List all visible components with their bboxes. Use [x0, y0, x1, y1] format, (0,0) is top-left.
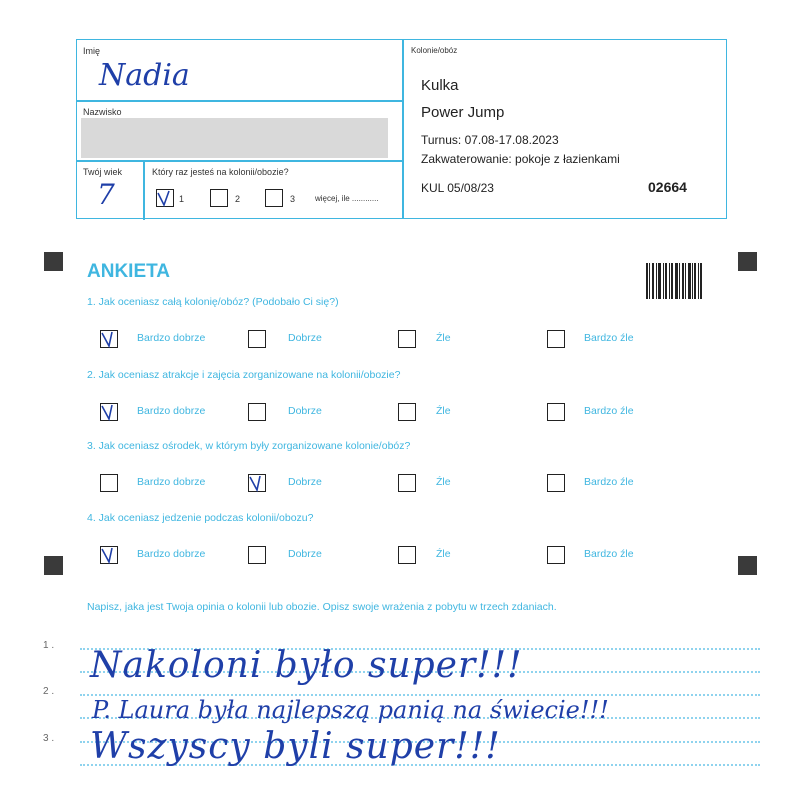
line-number-1: 1 . [43, 640, 55, 651]
survey-checkbox[interactable] [398, 546, 416, 564]
survey-option-label: Źle [436, 548, 451, 560]
form-number: 02664 [648, 179, 687, 195]
survey-checkbox[interactable] [398, 474, 416, 492]
ktory-raz-checkbox-2[interactable] [210, 189, 228, 207]
survey-option-label: Bardzo źle [584, 548, 634, 560]
survey-title: ANKIETA [87, 261, 171, 282]
survey-option-label: Bardzo źle [584, 332, 634, 344]
header-form [76, 39, 727, 219]
checkmark-icon [99, 401, 121, 423]
survey-question-text: 1. Jak oceniasz całą kolonię/obóz? (Podobało Ci się?) [87, 296, 339, 308]
alignment-marker-bottom-right [738, 556, 757, 575]
survey-option-label: Źle [436, 476, 451, 488]
survey-question-text: 2. Jak oceniasz atrakcje i zajęcia zorganizowane na kolonii/obozie? [87, 369, 401, 381]
survey-option-label: Bardzo dobrze [137, 548, 206, 560]
survey-checkbox[interactable] [248, 330, 266, 348]
opinion-line-1: Nakoloni było super!!! [90, 645, 523, 686]
form-code: KUL 05/08/23 [421, 181, 494, 195]
checkmark-icon [99, 328, 121, 350]
alignment-marker-top-right [738, 252, 757, 271]
survey-checkbox[interactable] [248, 403, 266, 421]
survey-question-text: 4. Jak oceniasz jedzenie podczas kolonii/obozu? [87, 512, 314, 524]
header-divider-1 [77, 100, 403, 102]
survey-option-label: Bardzo dobrze [137, 332, 206, 344]
zakwaterowanie: Zakwaterowanie: pokoje z łazienkami [421, 152, 620, 166]
ktory-raz-option-2: 2 [235, 194, 241, 204]
survey-checkbox[interactable] [547, 474, 565, 492]
survey-option-label: Bardzo dobrze [137, 405, 206, 417]
survey-checkbox[interactable] [398, 403, 416, 421]
survey-checkbox[interactable] [100, 403, 118, 421]
imie-label: Imię [83, 46, 101, 56]
nazwisko-label: Nazwisko [83, 107, 122, 117]
nazwisko-redacted [81, 118, 388, 158]
alignment-marker-top-left [44, 252, 63, 271]
survey-option-label: Źle [436, 332, 451, 344]
survey-checkbox[interactable] [547, 330, 565, 348]
checkmark-icon [99, 544, 121, 566]
line-number-3: 3 . [43, 733, 55, 744]
ktory-raz-more: więcej, ile ............ [315, 194, 379, 203]
opinion-prompt: Napisz, jaka jest Twoja opinia o kolonii lub obozie. Opisz swoje wrażenia z pobytu w trzech zdaniach. [87, 601, 557, 613]
kolonie-label: Kolonie/obóz [411, 46, 458, 55]
ktory-raz-option-3: 3 [290, 194, 296, 204]
barcode-icon [646, 263, 702, 299]
survey-checkbox[interactable] [547, 403, 565, 421]
ktory-raz-label: Który raz jesteś na kolonii/obozie? [152, 167, 289, 177]
ktory-raz-checkbox-1[interactable] [156, 189, 174, 207]
survey-option-label: Dobrze [288, 548, 322, 560]
checkmark-icon [155, 187, 177, 209]
survey-checkbox[interactable] [398, 330, 416, 348]
survey-option-label: Dobrze [288, 405, 322, 417]
survey-question-text: 3. Jak oceniasz ośrodek, w którym były zorganizowane kolonie/obóz? [87, 440, 411, 452]
line-number-2: 2 . [43, 686, 55, 697]
survey-checkbox[interactable] [248, 546, 266, 564]
survey-option-label: Bardzo źle [584, 405, 634, 417]
opinion-line-2: P. Laura była najlepszą panią na świecie!!! [92, 696, 609, 724]
checkmark-icon [247, 472, 269, 494]
camp-name: Kulka [421, 77, 459, 94]
survey-checkbox[interactable] [100, 330, 118, 348]
opinion-line-3: Wszyscy byli super!!! [90, 726, 501, 767]
imie-value: Nadia [99, 58, 190, 93]
header-divider-vertical [402, 40, 404, 218]
survey-option-label: Bardzo dobrze [137, 476, 206, 488]
wiek-value: 7 [97, 178, 115, 211]
survey-option-label: Źle [436, 405, 451, 417]
survey-checkbox[interactable] [547, 546, 565, 564]
ktory-raz-checkbox-3[interactable] [265, 189, 283, 207]
survey-checkbox[interactable] [100, 474, 118, 492]
program-name: Power Jump [421, 104, 505, 121]
survey-option-label: Dobrze [288, 332, 322, 344]
header-divider-3 [143, 160, 145, 220]
survey-checkbox[interactable] [248, 474, 266, 492]
header-divider-2 [77, 160, 403, 162]
alignment-marker-bottom-left [44, 556, 63, 575]
turnus: Turnus: 07.08-17.08.2023 [421, 133, 559, 147]
survey-option-label: Dobrze [288, 476, 322, 488]
survey-checkbox[interactable] [100, 546, 118, 564]
survey-option-label: Bardzo źle [584, 476, 634, 488]
ktory-raz-option-1: 1 [179, 194, 185, 204]
wiek-label: Twój wiek [83, 167, 123, 177]
